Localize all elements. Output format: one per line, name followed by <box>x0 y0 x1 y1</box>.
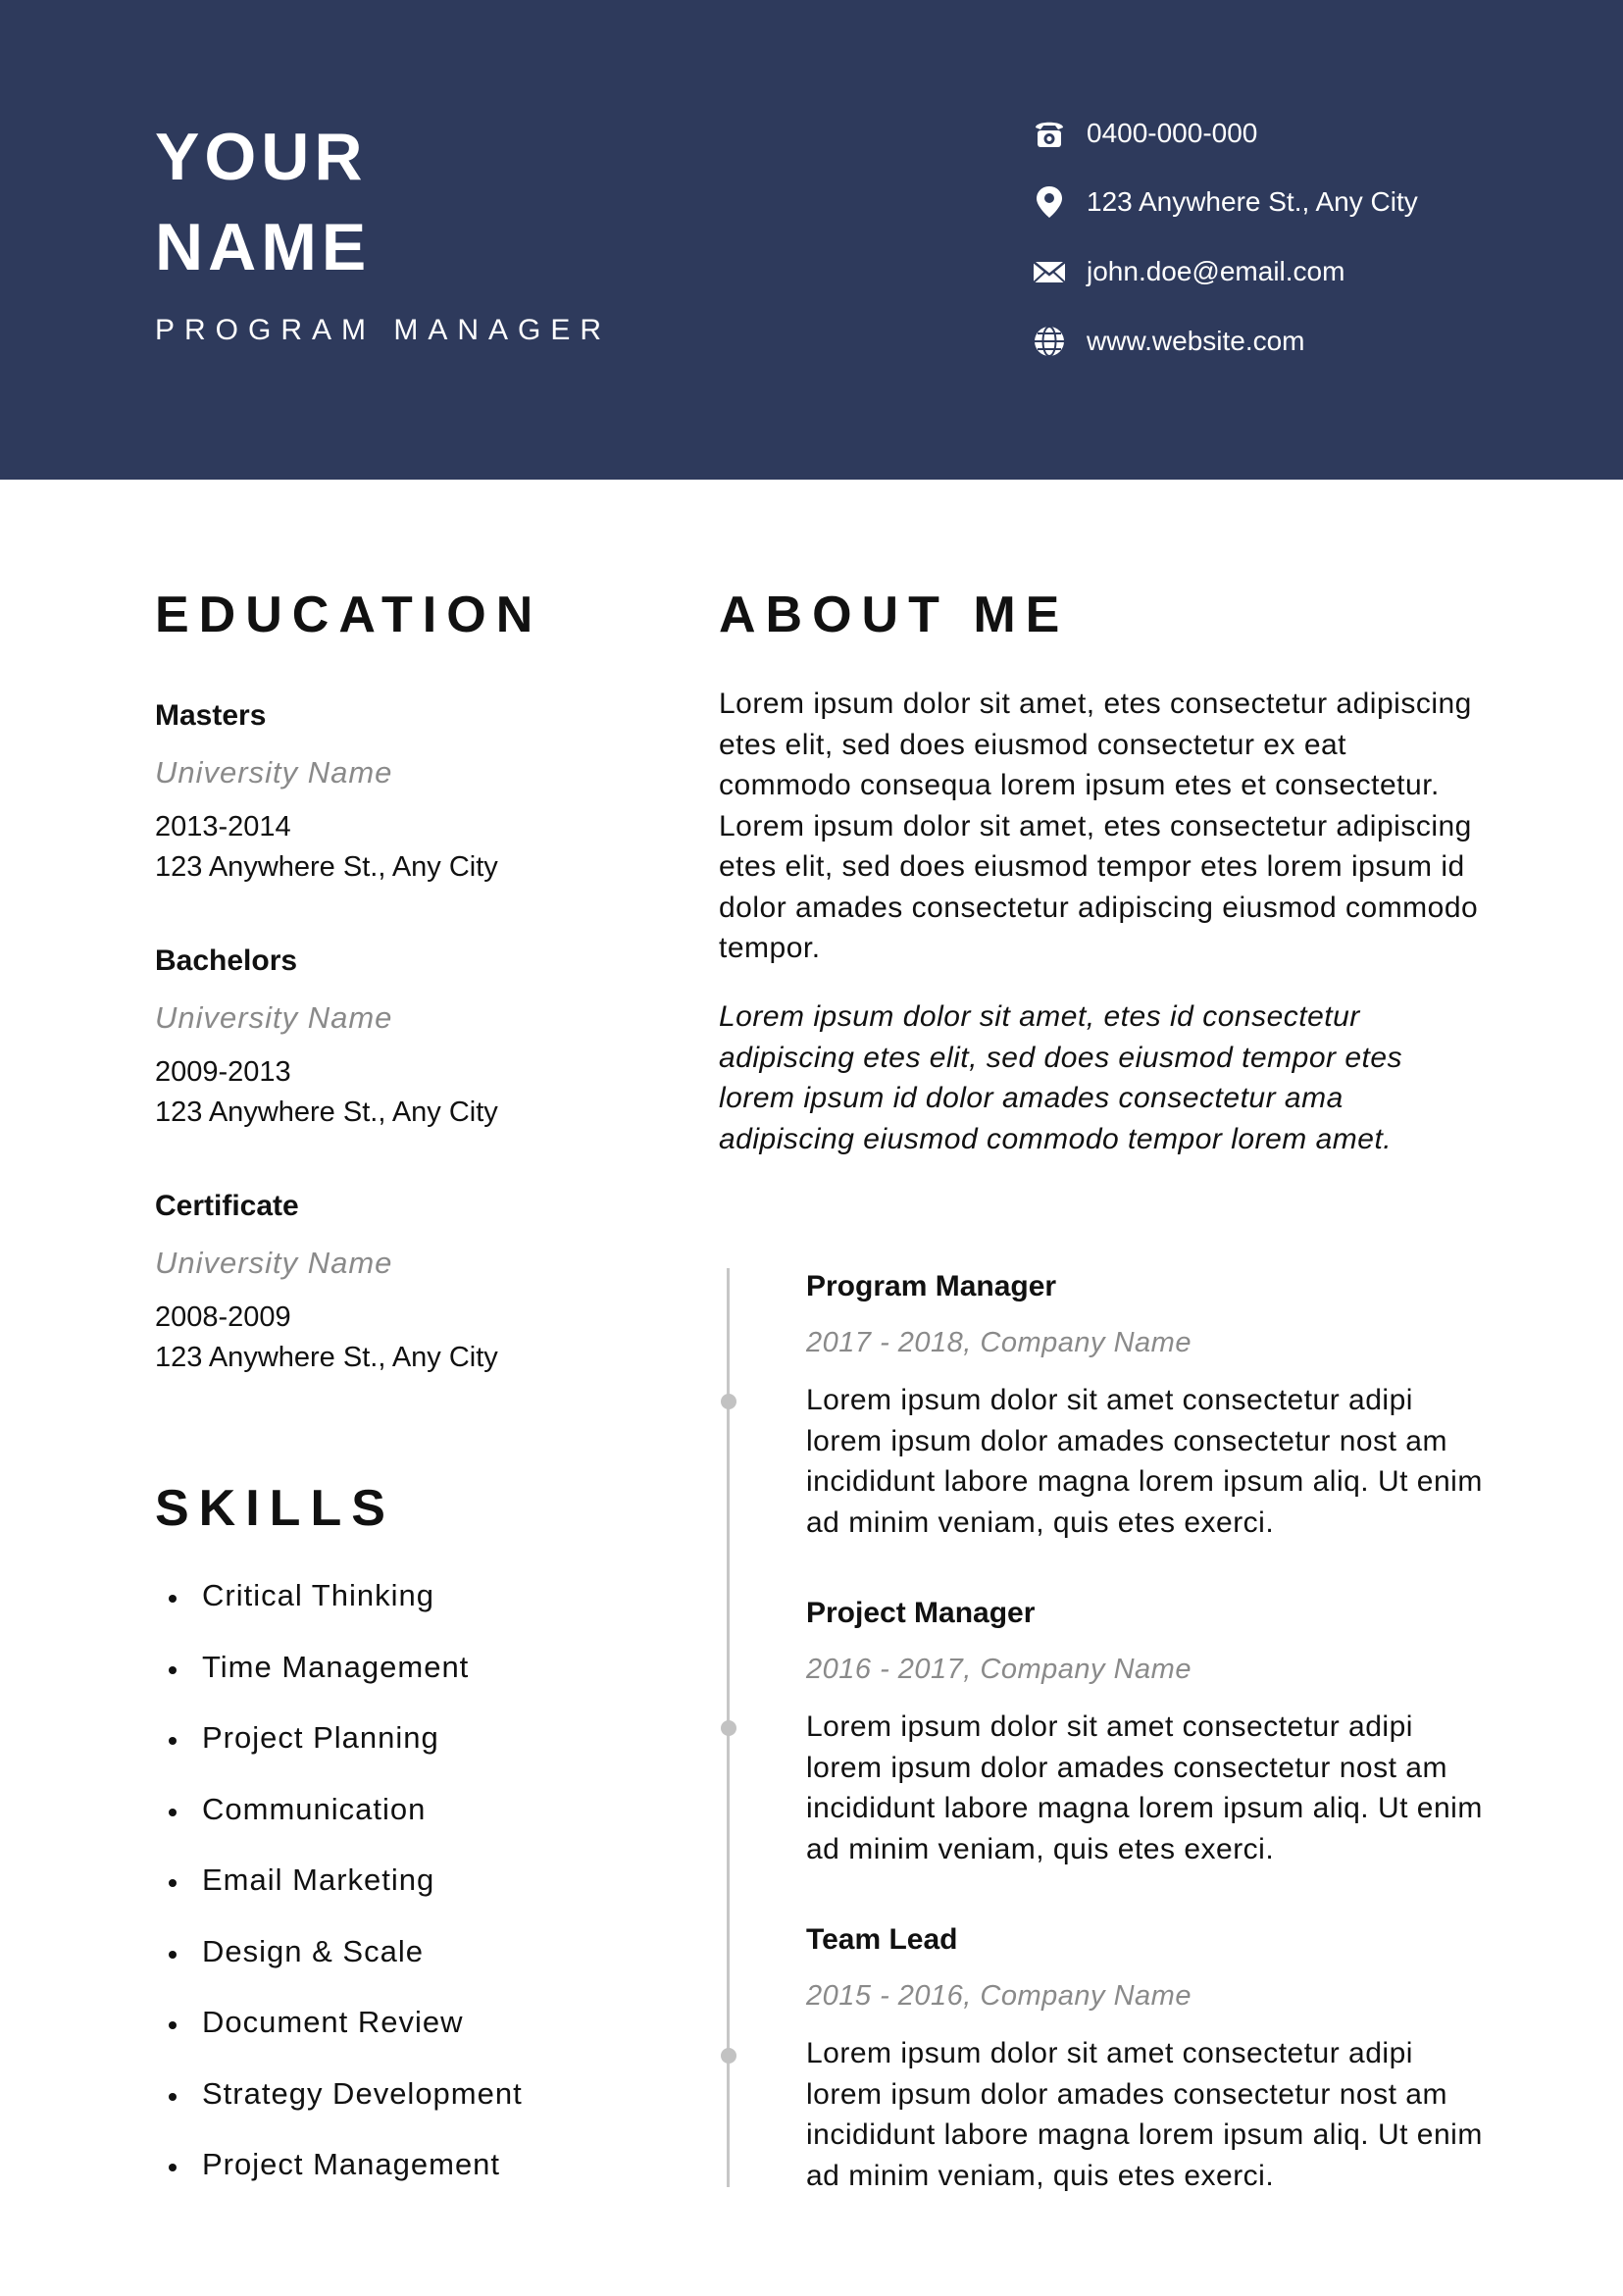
skill-label: Document Review <box>202 2005 464 2039</box>
envelope-icon <box>1030 252 1069 291</box>
list-item <box>169 1577 679 1649</box>
job-title: Project Manager <box>806 1597 1036 1629</box>
job-title: Program Manager <box>806 1270 1057 1302</box>
education-years: 2013-2014 <box>155 811 291 842</box>
skill-label: Design & Scale <box>202 1933 424 1968</box>
about-heading: ABOUT ME <box>719 587 1070 643</box>
list-item <box>169 2004 679 2075</box>
job-description: Lorem ipsum dolor sit amet consectetur adipi lorem ipsum dolor amades consectetur nost am incididunt labore magna lorem ipsum aliq. Ut enim ad minim veniam, quis etes exerci. <box>806 2037 1483 2192</box>
skill-label: Critical Thinking <box>202 1578 434 1612</box>
education-years: 2008-2009 <box>155 1301 291 1333</box>
timeline-dot <box>721 1394 736 1409</box>
list-item <box>169 1791 679 1862</box>
name-last: NAME <box>155 210 372 284</box>
education-years: 2009-2013 <box>155 1056 291 1088</box>
job-title: Team Lead <box>806 1923 958 1956</box>
contact-email[interactable] <box>1030 250 1344 293</box>
name-first: YOUR <box>155 120 368 194</box>
skill-label: Strategy Development <box>202 2075 523 2111</box>
education-university: University Name <box>155 755 393 790</box>
contact-phone <box>1030 112 1257 155</box>
list-item <box>169 2146 679 2218</box>
location-pin-icon <box>1030 182 1069 222</box>
education-university: University Name <box>155 1000 393 1035</box>
experience-entry <box>806 1925 1493 2196</box>
job-description: Lorem ipsum dolor sit amet consectetur adipi lorem ipsum dolor amades consectetur nost am incididunt labore magna lorem ipsum aliq. Ut enim ad minim veniam, quis etes exerci. <box>806 1710 1483 1865</box>
bullet-icon <box>169 2021 177 2029</box>
job-role: PROGRAM MANAGER <box>155 314 612 346</box>
skill-label: Project Planning <box>202 1720 439 1755</box>
job-date: 2017 - 2018, Company Name <box>806 1327 1192 1358</box>
list-item <box>169 1933 679 2005</box>
job-description: Lorem ipsum dolor sit amet consectetur adipi lorem ipsum dolor amades consectetur nost am incididunt labore magna lorem ipsum aliq. Ut enim ad minim veniam, quis etes exerci. <box>806 1384 1483 1539</box>
education-university: University Name <box>155 1246 393 1280</box>
timeline-dot <box>721 1720 736 1736</box>
contact-email-text[interactable]: john.doe@email.com <box>1087 256 1345 286</box>
timeline-dot <box>721 2048 736 2064</box>
bullet-icon <box>169 2093 177 2101</box>
experience-entry <box>806 1272 1493 1543</box>
about-italic-paragraph: Lorem ipsum dolor sit amet, etes id consectetur adipiscing etes elit, sed does eiusmod tempor etes lorem ipsum id dolor amades consectetur ama adipiscing eiusmod commodo tempor lorem amet. <box>719 1000 1403 1155</box>
list-item <box>169 1862 679 1933</box>
education-heading: EDUCATION <box>155 587 543 643</box>
bullet-icon <box>169 1595 177 1603</box>
skill-label: Time Management <box>202 1649 470 1684</box>
job-date: 2015 - 2016, Company Name <box>806 1980 1192 2012</box>
skills-list <box>169 1577 679 2218</box>
bullet-icon <box>169 2164 177 2171</box>
bullet-icon <box>169 1951 177 1959</box>
header-banner <box>0 0 1623 480</box>
job-date: 2016 - 2017, Company Name <box>806 1654 1192 1685</box>
skill-label: Email Marketing <box>202 1862 435 1897</box>
education-degree: Bachelors <box>155 944 298 977</box>
contact-address-text: 123 Anywhere St., Any City <box>1087 186 1418 217</box>
education-degree: Masters <box>155 699 267 732</box>
contact-phone-text: 0400-000-000 <box>1087 118 1258 148</box>
contact-website[interactable] <box>1030 320 1305 363</box>
education-address: 123 Anywhere St., Any City <box>155 1342 498 1373</box>
bullet-icon <box>169 1879 177 1887</box>
phone-icon <box>1030 114 1069 153</box>
about-paragraph: Lorem ipsum dolor sit amet, etes consectetur adipiscing etes elit, sed does eiusmod consectetur ex eat commodo consequa lorem ipsum etes et consectetur. Lorem ipsum dolor sit amet, etes consectetur adipiscing etes elit, sed does eiusmod tempor etes lorem ipsum id dolor amades consectetur adipiscing eiusmod commodo tempor. <box>719 688 1479 964</box>
list-item <box>169 1719 679 1791</box>
skill-label: Communication <box>202 1791 427 1826</box>
contact-website-text[interactable]: www.website.com <box>1087 326 1305 356</box>
bullet-icon <box>169 1809 177 1816</box>
bullet-icon <box>169 1666 177 1674</box>
list-item <box>169 1649 679 1720</box>
bullet-icon <box>169 1737 177 1745</box>
contact-address <box>1030 180 1418 224</box>
skill-label: Project Management <box>202 2147 501 2181</box>
skills-heading: SKILLS <box>155 1480 395 1537</box>
education-address: 123 Anywhere St., Any City <box>155 851 498 883</box>
list-item <box>169 2075 679 2147</box>
globe-icon <box>1030 322 1069 361</box>
experience-entry <box>806 1599 1493 1869</box>
education-degree: Certificate <box>155 1190 299 1222</box>
education-address: 123 Anywhere St., Any City <box>155 1097 498 1128</box>
